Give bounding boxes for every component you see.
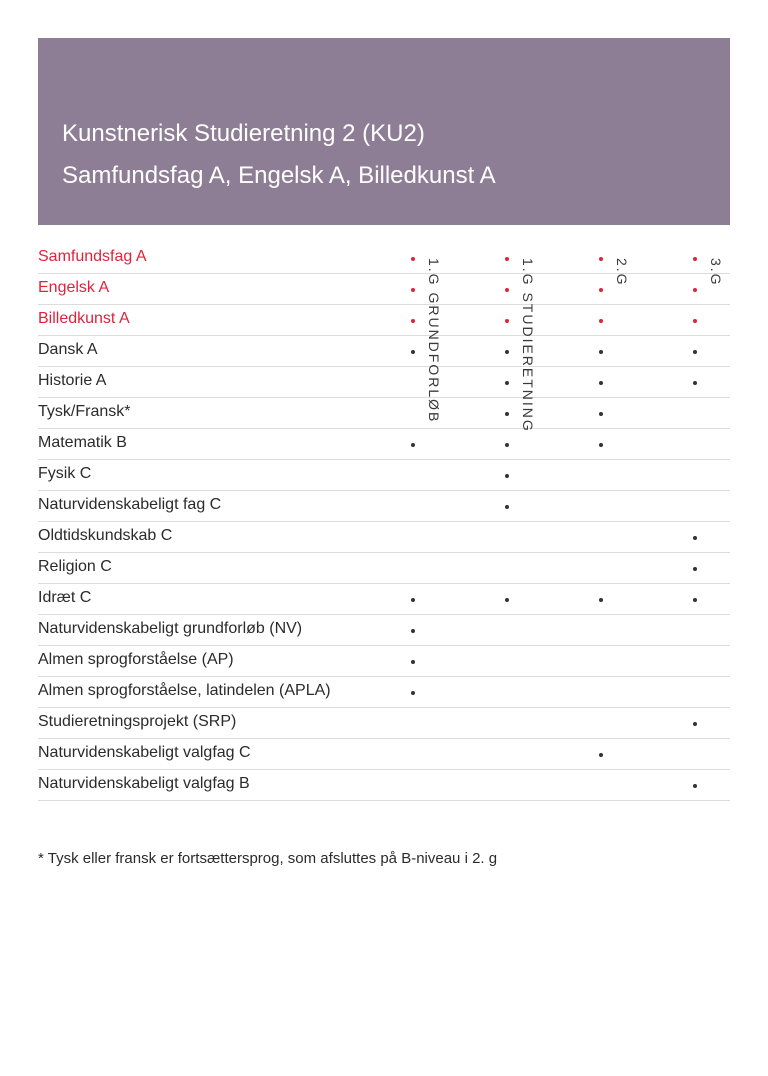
subject-label: Dansk A: [38, 341, 98, 358]
bullet-mark: [599, 753, 603, 757]
subject-label: Religion C: [38, 558, 112, 575]
bullet-mark: [693, 567, 697, 571]
subject-table: [38, 243, 730, 801]
subject-label: Historie A: [38, 372, 107, 389]
bullet-mark: [411, 660, 415, 664]
bullet-mark: [505, 257, 509, 261]
subject-label: Billedkunst A: [38, 310, 130, 327]
subject-label: Naturvidenskabeligt grundforløb (NV): [38, 620, 303, 637]
bullet-mark: [693, 257, 697, 261]
table-row: [38, 677, 730, 708]
column-header-2g: 2.G: [614, 258, 630, 287]
footnote: * Tysk eller fransk er fortsættersprog, som afsluttes på B-niveau i 2. g: [38, 850, 498, 867]
table-row: [38, 460, 730, 491]
bullet-mark: [505, 598, 509, 602]
bullet-mark: [599, 350, 603, 354]
bullet-mark: [505, 474, 509, 478]
bullet-mark: [411, 443, 415, 447]
column-header-3g: 3.G: [708, 258, 724, 287]
table-row: [38, 708, 730, 739]
table-row: [38, 305, 730, 336]
bullet-mark: [693, 598, 697, 602]
bullet-mark: [505, 288, 509, 292]
table-row: [38, 429, 730, 460]
table-row: [38, 398, 730, 429]
table-row: [38, 584, 730, 615]
subject-label: Matematik B: [38, 434, 127, 451]
subject-label: Almen sprogforståelse (AP): [38, 651, 234, 668]
bullet-mark: [693, 536, 697, 540]
table-row: [38, 770, 730, 801]
bullet-mark: [505, 412, 509, 416]
bullet-mark: [411, 288, 415, 292]
subject-label: Oldtidskundskab C: [38, 527, 173, 544]
bullet-mark: [505, 350, 509, 354]
bullet-mark: [599, 319, 603, 323]
bullet-mark: [599, 443, 603, 447]
table-row: [38, 615, 730, 646]
bullet-mark: [505, 505, 509, 509]
subject-label: Idræt C: [38, 589, 92, 606]
subject-label: Almen sprogforståelse, latindelen (APLA): [38, 682, 331, 699]
table-row: [38, 739, 730, 770]
bullet-mark: [693, 722, 697, 726]
bullet-mark: [693, 784, 697, 788]
bullet-mark: [411, 598, 415, 602]
bullet-mark: [693, 288, 697, 292]
table-row: [38, 491, 730, 522]
page-subtitle: Samfundsfag A, Engelsk A, Billedkunst A: [62, 162, 496, 189]
bullet-mark: [599, 257, 603, 261]
header-banner: [38, 38, 730, 225]
bullet-mark: [693, 319, 697, 323]
bullet-mark: [411, 319, 415, 323]
subject-label: Naturvidenskabeligt valgfag B: [38, 775, 250, 792]
table-row: [38, 553, 730, 584]
page-title: Kunstnerisk Studieretning 2 (KU2): [62, 120, 425, 147]
table-row: [38, 336, 730, 367]
table-row: [38, 646, 730, 677]
subject-label: Naturvidenskabeligt valgfag C: [38, 744, 251, 761]
subject-label: Tysk/Fransk*: [38, 403, 131, 420]
bullet-mark: [693, 350, 697, 354]
bullet-mark: [599, 412, 603, 416]
subject-label: Engelsk A: [38, 279, 110, 296]
bullet-mark: [599, 381, 603, 385]
bullet-mark: [599, 598, 603, 602]
bullet-mark: [411, 257, 415, 261]
bullet-mark: [505, 319, 509, 323]
subject-label: Naturvidenskabeligt fag C: [38, 496, 222, 513]
subject-label: Samfundsfag A: [38, 248, 147, 265]
column-header-1g-grundforloeb: 1.G GRUNDFORLØB: [426, 258, 442, 424]
bullet-mark: [411, 629, 415, 633]
bullet-mark: [411, 691, 415, 695]
table-row: [38, 367, 730, 398]
column-header-1g-studieretning: 1.G STUDIERETNING: [520, 258, 536, 433]
table-row: [38, 522, 730, 553]
subject-label: Fysik C: [38, 465, 92, 482]
bullet-mark: [411, 350, 415, 354]
subject-label: Studieretningsprojekt (SRP): [38, 713, 237, 730]
bullet-mark: [693, 381, 697, 385]
bullet-mark: [599, 288, 603, 292]
bullet-mark: [505, 381, 509, 385]
bullet-mark: [505, 443, 509, 447]
